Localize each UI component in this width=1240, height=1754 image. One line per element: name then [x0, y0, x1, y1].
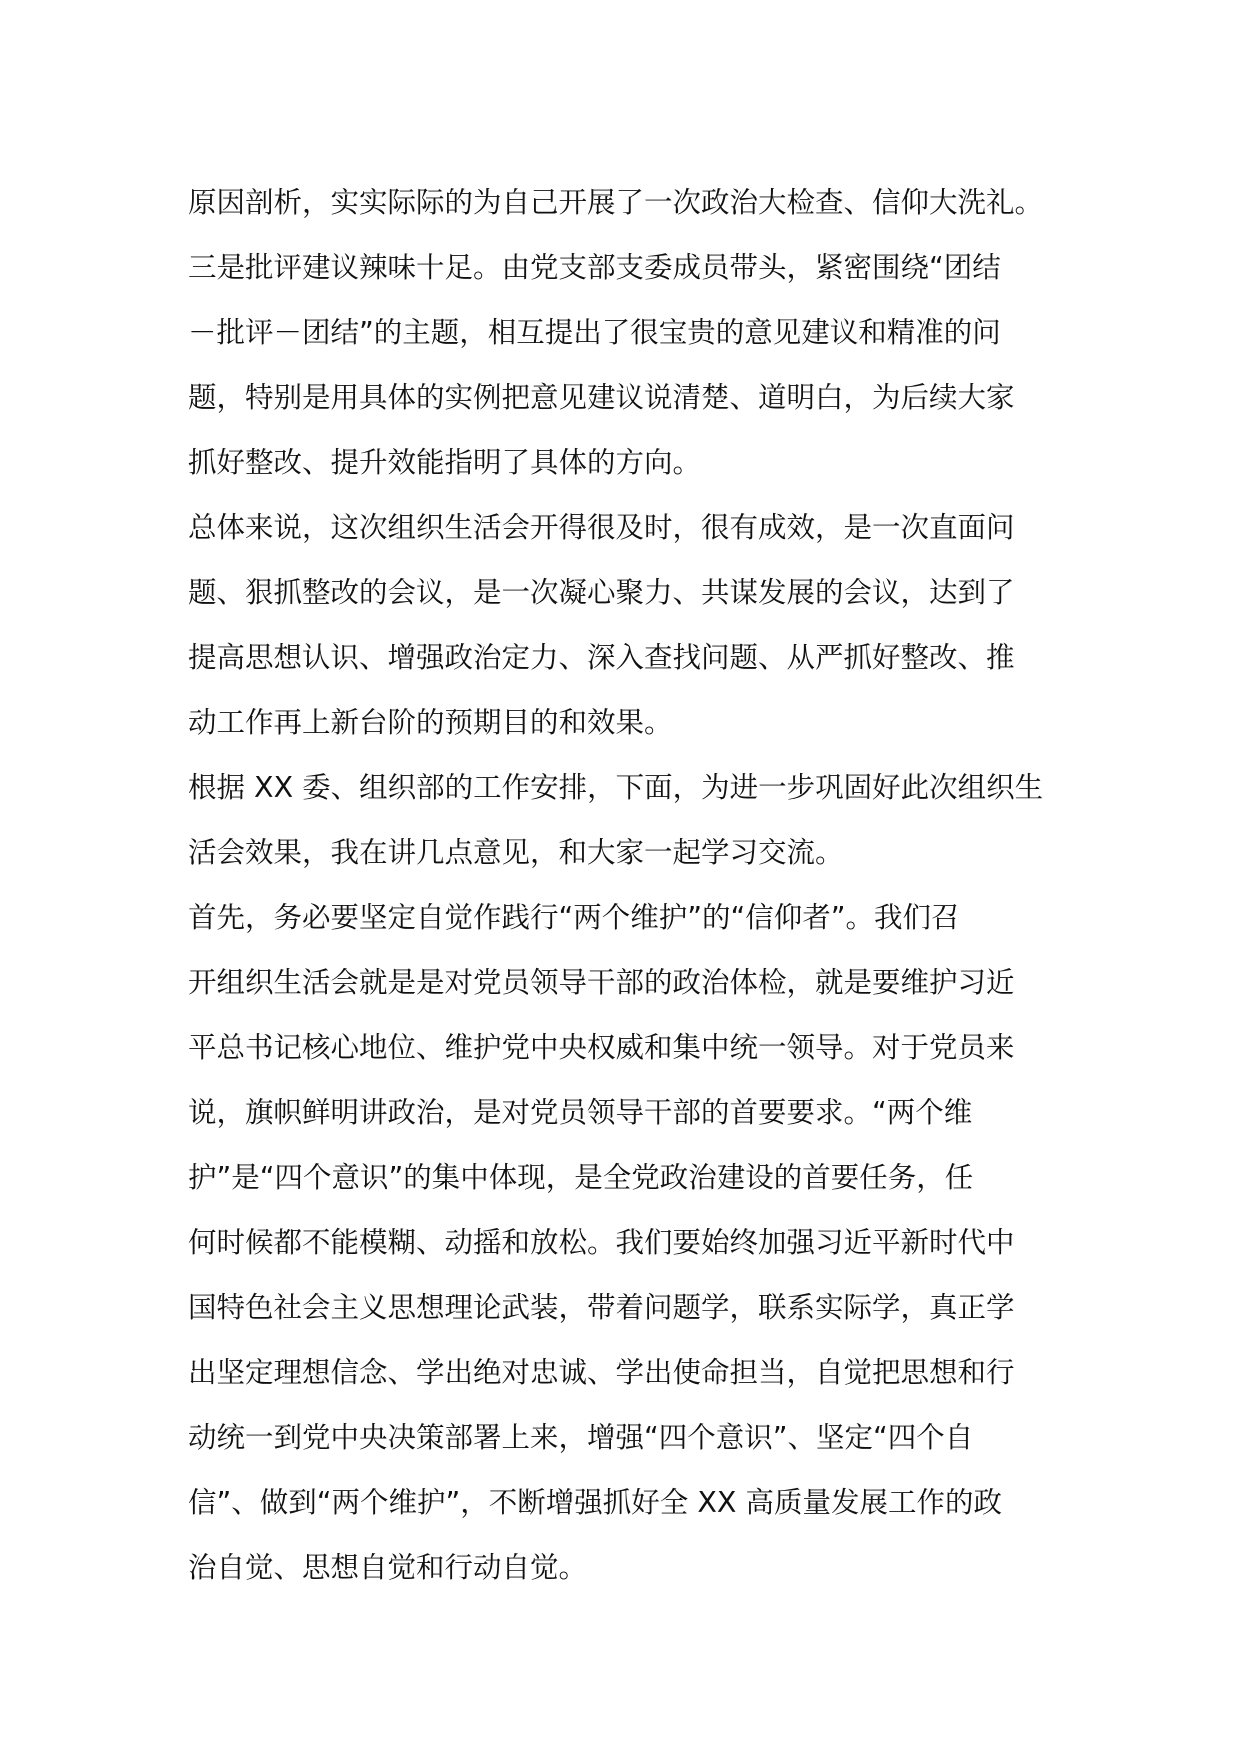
text-line: 国特色社会主义思想理论武装，带着问题学，联系实际学，真正学: [188, 1291, 1015, 1324]
text-line: 平总书记核心地位、维护党中央权威和集中统一领导。对于党员来: [188, 1031, 1015, 1064]
text-line: 首先，务必要坚定自觉作践行“两个维护”的“信仰者”。我们召: [188, 901, 960, 934]
text-line: －批评－团结”的主题，相互提出了很宝贵的意见建议和精准的问: [188, 316, 1001, 349]
text-line: 治自觉、思想自觉和行动自觉。: [188, 1551, 588, 1584]
text-line: 总体来说，这次组织生活会开得很及时，很有成效，是一次直面问: [188, 511, 1015, 544]
text-line: 抓好整改、提升效能指明了具体的方向。: [188, 446, 702, 479]
text-line: 活会效果，我在讲几点意见，和大家一起学习交流。: [188, 836, 844, 869]
text-line: 根据 XX 委、组织部的工作安排，下面，为进一步巩固好此次组织生: [188, 771, 1044, 804]
text-line: 何时候都不能模糊、动摇和放松。我们要始终加强习近平新时代中: [188, 1226, 1015, 1259]
text-line: 出坚定理想信念、学出绝对忠诚、学出使命担当，自觉把思想和行: [188, 1356, 1015, 1389]
text-line: 题、狠抓整改的会议，是一次凝心聚力、共谋发展的会议，达到了: [188, 576, 1015, 609]
text-line: 提高思想认识、增强政治定力、深入查找问题、从严抓好整改、推: [188, 641, 1015, 674]
text-line: 动工作再上新台阶的预期目的和效果。: [188, 706, 673, 739]
body-text: [188, 170, 1068, 1600]
text-line: 说，旗帜鲜明讲政治，是对党员领导干部的首要要求。“两个维: [188, 1096, 973, 1129]
text-line: 三是批评建议辣味十足。由党支部支委成员带头，紧密围绕“团结: [188, 251, 1001, 284]
text-line: 护”是“四个意识”的集中体现，是全党政治建设的首要任务，任: [188, 1161, 974, 1194]
text-line: 信”、做到“两个维护”，不断增强抓好全 XX 高质量发展工作的政: [188, 1486, 1002, 1519]
text-line: 原因剖析，实实际际的为自己开展了一次政治大检查、信仰大洗礼。: [188, 186, 1044, 219]
text-line: 动统一到党中央决策部署上来，增强“四个意识”、坚定“四个自: [188, 1421, 974, 1454]
text-line: 题，特别是用具体的实例把意见建议说清楚、道明白，为后续大家: [188, 381, 1015, 414]
text-line: 开组织生活会就是是对党员领导干部的政治体检，就是要维护习近: [188, 966, 1015, 999]
